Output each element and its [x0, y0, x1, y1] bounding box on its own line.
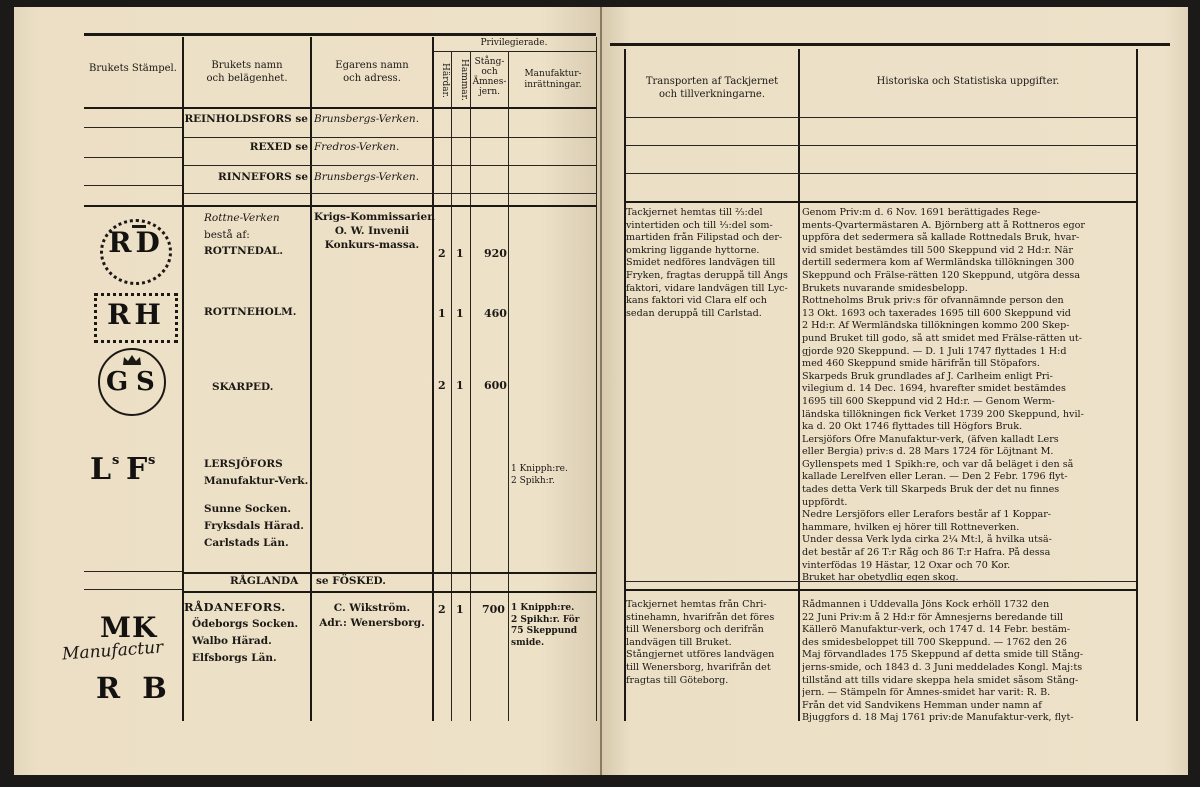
cell-rinnefors: RINNEFORS se: [218, 171, 308, 183]
right-page: [602, 7, 1188, 775]
transport-text-2: [626, 599, 796, 687]
rottneholm-hardar: 1: [438, 307, 446, 320]
header-rule: [84, 107, 596, 109]
header-hammar: Hammar.: [459, 59, 469, 101]
header-transport: Transporten af Tackjernet och tillverkningarne.: [645, 76, 779, 100]
row-rule: [184, 591, 596, 593]
cell-rottne-owner: Krigs-Kommissarien O. W. Invenii Konkurs-massa.: [314, 211, 435, 251]
text-line: Skeppund och Frälse-rätten 120 Skeppund, utgöra dessa: [802, 269, 1081, 281]
stamp-rb: R B: [96, 671, 173, 705]
text-line: Tackjernet hemtas från Chri-: [626, 599, 767, 610]
text-line: tades detta Verk till Skarpeds Bruk der det nu finnes: [802, 484, 1060, 496]
stamp-ls-s2: s: [148, 453, 156, 468]
cell-brunsbergs-2: Brunsbergs-Verken.: [314, 171, 420, 183]
text-line: dertill sedermera kom af Wermländska tillökningen 300: [802, 257, 1075, 269]
rottnedal-hammar: 1: [456, 247, 464, 260]
text-line: uppföra det sedermera så kallade Rottnedals Bruk, hvar-: [802, 232, 1080, 244]
cell-radanefors-owner: C. Wikström. Adr.: Wenersborg.: [319, 602, 425, 629]
text-line: Från det vid Sandvikens Hemman under namn af: [802, 699, 1042, 711]
text-line: uppfördt.: [802, 496, 848, 508]
cell-fredros: Fredros-Verken.: [314, 141, 400, 153]
text-line: pund Bruket till godo, så att smidet med Frälse-rätten ut-: [802, 332, 1082, 344]
row-rule: [184, 137, 596, 138]
row-rule: [626, 173, 1136, 174]
text-line: Bruket har obetydlig egen skog.: [802, 572, 959, 584]
rottneholm-stang: 460: [484, 307, 507, 320]
text-line: Stångjernet utföres landvägen: [626, 649, 775, 661]
stamp-manufactur: Manufactur: [61, 637, 164, 665]
radanefors-hammar: 1: [456, 603, 464, 616]
text-line: omkring liggande hyttorne.: [626, 244, 760, 256]
text-line: 13 Okt. 1693 och taxerades 1695 till 600 Skeppund vid: [802, 307, 1071, 319]
rottnedal-hardar: 2: [438, 247, 446, 260]
text-line: tillstånd att tills vidare skeppa hela smidet såsom Stång-: [802, 674, 1079, 686]
text-line: Brukets nuvarande smidesbelopp.: [802, 282, 968, 294]
text-line: Nedre Lersjöfors eller Lerafors består af 1 Koppar-: [802, 509, 1052, 521]
header-privileged: Privilegierade.: [480, 38, 548, 48]
header-owner: Egarens namn och adress.: [335, 60, 409, 84]
row-rule: [84, 571, 182, 572]
stamp-rd: RD: [108, 226, 164, 259]
text-line: sedan deruppå till Carlstad.: [626, 307, 762, 319]
col-line: [596, 37, 597, 721]
row-rule: [626, 201, 1136, 203]
text-line: till Wenersborg, hvarifrån det: [626, 661, 771, 673]
stamp-ls-l: L: [90, 452, 112, 487]
text-line: Tackjernet hemtas till ⅔:del: [626, 207, 763, 218]
row-rule: [84, 589, 182, 590]
cell-radanefors-manufaktur: 1 Knipph:re. 2 Spikh:r. För 75 Skeppund smide.: [511, 603, 580, 648]
radanefors-stang: 700: [482, 603, 505, 616]
transport-text-1: [626, 207, 796, 320]
text-line: ments-Qvartermästaren A. Björnberg att å Rottneros egor: [802, 219, 1086, 231]
cell-besta-af: bestå af:: [204, 229, 250, 241]
stamp-rh: RH: [107, 298, 165, 331]
cell-rexed: REXED se: [249, 141, 308, 153]
text-line: jerns-smide, och 1843 d. 3 Juni meddelades Kongl. Maj:ts: [802, 661, 1083, 673]
text-line: Skarpeds Bruk grundlades af J. Carlheim enligt Pri-: [802, 370, 1053, 382]
header-manufaktur: Manufaktur- inrättningar.: [524, 69, 582, 90]
text-line: 22 Juni Priv:m å 2 Hd:r för Ämnesjerns beredande till: [802, 611, 1063, 623]
header-stamp: Brukets Stämpel.: [89, 63, 177, 74]
col-line: [470, 51, 471, 721]
text-line: kallade Lerelfven eller Leran. — Den 2 Febr. 1796 flyt-: [802, 471, 1068, 483]
stamp-mk: MK: [100, 611, 158, 644]
text-line: Källerö Manufaktur-verk, och 1747 d. 14 Febr. bestäm-: [802, 624, 1071, 636]
cell-lersjofors: LERSJÖFORS Manufaktur-Verk.: [204, 458, 309, 487]
text-line: eller Bergia) priv:s d. 28 Mars 1724 för Löjtnant M.: [802, 446, 1054, 458]
text-line: Maj förvandlades 175 Skeppund af detta smide till Stång-: [802, 649, 1084, 661]
stamp-gs-g: G: [106, 367, 129, 397]
row-rule: [84, 157, 182, 158]
row-rule: [84, 205, 596, 207]
row-rule: [184, 193, 596, 194]
text-line: 1695 till 600 Skeppund vid 2 Hd:r. — Genom Werm-: [802, 395, 1055, 407]
radanefors-hardar: 2: [438, 603, 446, 616]
text-line: martiden från Filipstad och der-: [626, 232, 783, 244]
stamp-ls-s1: s: [112, 453, 120, 468]
header-hardar: Härdar.: [440, 62, 450, 98]
text-line: Under dessa Verk lyda cirka 2¼ Mt:l, å hvilka utsä-: [802, 534, 1052, 546]
col-line: [432, 37, 434, 721]
row-rule: [184, 165, 596, 166]
text-line: landvägen till Bruket.: [626, 636, 732, 648]
header-name: Brukets namn och belägenhet.: [206, 60, 288, 84]
skarped-stang: 600: [484, 379, 507, 392]
col-line: [451, 51, 452, 721]
text-line: gjorde 920 Skeppund. — D. 1 Juli 1747 flyttades 1 H:d: [802, 345, 1067, 357]
cell-rottne-verken: Rottne-Verken: [204, 212, 280, 224]
text-line: fragtas till Göteborg.: [626, 674, 729, 686]
cell-rottnedal: ROTTNEDAL.: [204, 245, 284, 257]
text-line: ländska tillökningen fick Verket 1739 200 Skeppund, hvil-: [802, 408, 1084, 420]
text-line: vinterfödas 19 Hästar, 12 Oxar och 70 Kor.: [802, 559, 1011, 571]
cell-lersjofors-manufaktur: 1 Knipph:re. 2 Spikh:r.: [511, 464, 568, 486]
skarped-hammar: 1: [456, 379, 464, 392]
history-text-1: [802, 207, 1134, 585]
text-line: det består af 26 T:r Råg och 86 T:r Hafra. På dessa: [802, 547, 1051, 559]
stamp-rd-bar: [132, 225, 146, 228]
rottneholm-hammar: 1: [456, 307, 464, 320]
row-rule: [84, 185, 182, 186]
cell-radanefors: RÅDANEFORS.: [184, 600, 286, 614]
col-line: [798, 49, 800, 721]
cell-radanefors-location: Ödeborgs Socken. Walbo Härad. Elfsborgs Län.: [192, 618, 299, 664]
text-line: stinehamn, hvarifrån det föres: [626, 611, 775, 623]
cell-se-fosked: se FÖSKED.: [316, 575, 386, 587]
row-rule: [84, 127, 182, 128]
top-rule: [610, 43, 1170, 46]
text-line: Fryken, fragtas deruppå till Ängs: [626, 269, 788, 281]
text-line: Smidet nedföres landvägen till: [626, 257, 776, 269]
text-line: jern. — Stämpeln för Ämnes-smidet har varit: R. B.: [802, 687, 1051, 699]
history-text-2: [802, 599, 1134, 725]
text-line: vid smidet bestämdes till 500 Skeppund vid 2 Hd:r. När: [802, 244, 1073, 256]
text-line: 2 Hd:r. Af Wermländska tillökningen kommo 200 Skep-: [802, 320, 1070, 332]
left-page: [14, 7, 600, 775]
text-line: till Wenersborg och derifrån: [626, 624, 764, 636]
col-line: [310, 37, 312, 721]
crown-icon: [122, 351, 142, 363]
cell-brunsbergs: Brunsbergs-Verken.: [314, 113, 420, 125]
skarped-hardar: 2: [438, 379, 446, 392]
text-line: des smidesbeloppet till 700 Skeppund. — 1762 den 26: [802, 636, 1067, 648]
privileged-rule: [432, 51, 596, 52]
text-line: kans faktori vid Clara elf och: [626, 295, 767, 307]
cell-raglanda: RÅGLANDA: [230, 575, 299, 587]
text-line: faktori, vidare landvägen till Lyc-: [626, 282, 788, 294]
rottnedal-stang: 920: [484, 247, 507, 260]
text-line: vilegium d. 14 Dec. 1694, hvarefter smidet bestämdes: [802, 383, 1066, 395]
text-line: Rottneholms Bruk priv:s för ofvannämnde person den: [802, 295, 1064, 307]
text-line: vintertiden och till ⅓:del som-: [626, 219, 773, 231]
stamp-ls-f: F: [126, 452, 148, 487]
top-rule: [84, 33, 596, 36]
cell-reinholdsfors: REINHOLDSFORS se: [184, 113, 308, 125]
text-line: hammare, hvilken ej hörer till Rottneverken.: [802, 521, 1020, 533]
text-line: Rådmannen i Uddevalla Jöns Kock erhöll 1732 den: [802, 599, 1050, 610]
col-line: [508, 51, 509, 721]
text-line: Lersjöfors Öfre Manufaktur-verk, (äfven kalladt Lers: [802, 433, 1059, 445]
cell-rottneholm: ROTTNEHOLM.: [204, 306, 297, 318]
header-stang: Stång- och Ämnes- jern.: [472, 57, 507, 97]
row-rule: [626, 117, 1136, 118]
row-rule: [626, 589, 1136, 591]
cell-lersjofors-location: Sunne Socken. Fryksdals Härad. Carlstads Län.: [204, 503, 304, 549]
stamp-gs-s: S: [136, 367, 155, 397]
text-line: ka d. 20 Okt 1746 flyttades till Högfors Bruk.: [802, 421, 1023, 433]
text-line: med 460 Skeppund smide härifrån till Stöpafors.: [802, 358, 1040, 370]
cell-skarped: SKARPED.: [212, 381, 274, 393]
text-line: Gyllenspets med 1 Spikh:re, och var då beläget i den så: [802, 458, 1074, 470]
row-rule: [626, 145, 1136, 146]
col-line: [1136, 49, 1138, 721]
text-line: Genom Priv:m d. 6 Nov. 1691 berättigades Rege-: [802, 207, 1041, 218]
header-history: Historiska och Statistiska uppgifter.: [876, 76, 1060, 87]
text-line: Bjuggfors d. 18 Maj 1761 priv:de Manufaktur-verk, flyt-: [802, 712, 1074, 724]
